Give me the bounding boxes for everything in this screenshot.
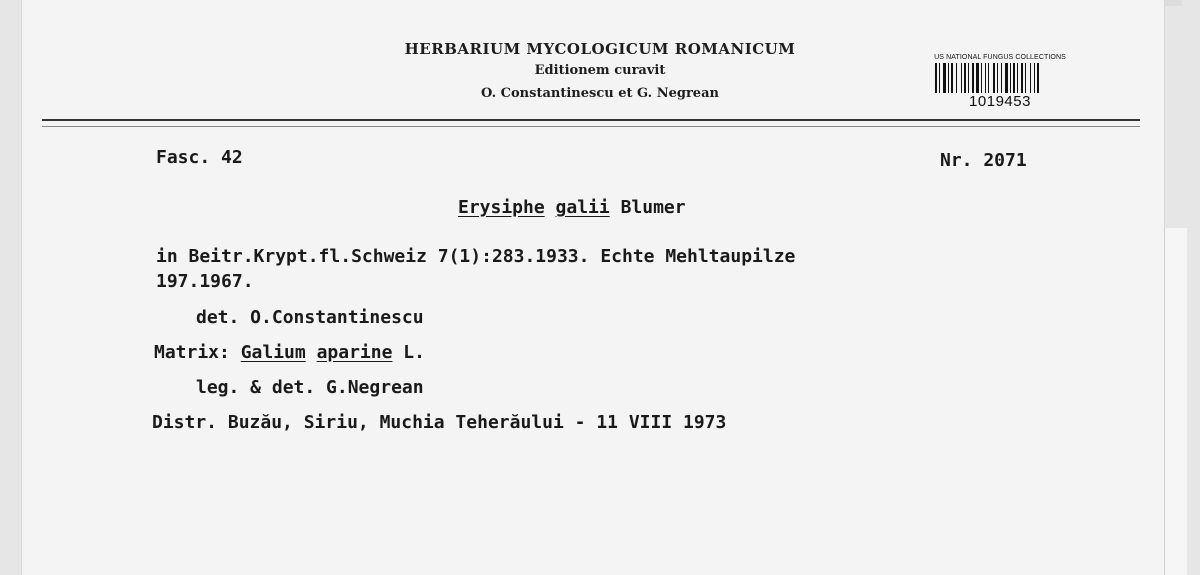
barcode-bar <box>988 63 989 93</box>
citation-line-2: 197.1967. <box>156 271 254 292</box>
barcode-bar <box>948 63 949 93</box>
barcode-bar <box>976 63 979 93</box>
barcode-bar <box>939 63 940 93</box>
locality-line: Distr. Buzău, Siriu, Muchia Teherăului - 11 VIII 1973 <box>152 412 727 433</box>
barcode-bar <box>961 63 962 93</box>
barcode-bar <box>985 63 986 93</box>
collector-line: leg. & det. G.Negrean <box>196 377 424 398</box>
barcode-bar <box>1030 63 1031 93</box>
editors-line: O. Constantinescu et G. Negrean <box>481 86 719 101</box>
barcode-bar <box>1005 63 1008 93</box>
matrix-line <box>154 342 425 363</box>
edition-line: Editionem curavit <box>534 63 666 78</box>
barcode-icon <box>933 63 1067 93</box>
barcode-label <box>928 54 1072 118</box>
barcode-bar <box>981 63 982 93</box>
barcode-bar <box>935 63 937 93</box>
barcode-bar <box>943 63 946 93</box>
citation-line-1: in Beitr.Krypt.fl.Schweiz 7(1):283.1933. Echte Mehltaupilze <box>156 246 796 267</box>
host-author: L. <box>403 342 425 363</box>
determiner-line: det. O.Constantinescu <box>196 307 424 328</box>
barcode-title: US NATIONAL FUNGUS COLLECTIONS <box>934 54 1066 61</box>
species-author: Blumer <box>620 197 686 218</box>
species-epithet: galii <box>555 197 610 218</box>
literature-citation <box>156 244 795 294</box>
barcode-bar <box>972 63 974 93</box>
fascicle-number: Fasc. 42 <box>156 147 243 168</box>
barcode-bar <box>1017 63 1018 93</box>
exsiccata-number: Nr. 2071 <box>940 150 1027 171</box>
genus-name: Erysiphe <box>458 197 545 218</box>
underlying-sheet-edge <box>1164 228 1187 575</box>
barcode-bar <box>1037 63 1039 93</box>
host-epithet: aparine <box>316 342 393 363</box>
barcode-bar <box>1013 63 1015 93</box>
barcode-bar <box>1021 63 1023 93</box>
barcode-bar <box>968 63 969 93</box>
header-rule <box>42 119 1140 121</box>
institution-name: HERBARIUM MYCOLOGICUM ROMANICUM <box>404 40 796 58</box>
species-name <box>458 197 686 218</box>
label-header <box>340 40 860 101</box>
barcode-bar <box>956 63 957 93</box>
barcode-bar <box>993 63 995 93</box>
matrix-label: Matrix: <box>154 342 230 363</box>
barcode-number: 1019453 <box>969 93 1031 110</box>
barcode-bar <box>1025 63 1026 93</box>
host-genus: Galium <box>240 342 306 363</box>
barcode-bar <box>964 63 966 93</box>
barcode-bar <box>1001 63 1002 93</box>
barcode-bar <box>1034 63 1035 93</box>
barcode-bar <box>951 63 953 93</box>
barcode-bar <box>997 63 998 93</box>
header-rule-thin <box>42 126 1140 127</box>
barcode-bar <box>1010 63 1011 93</box>
